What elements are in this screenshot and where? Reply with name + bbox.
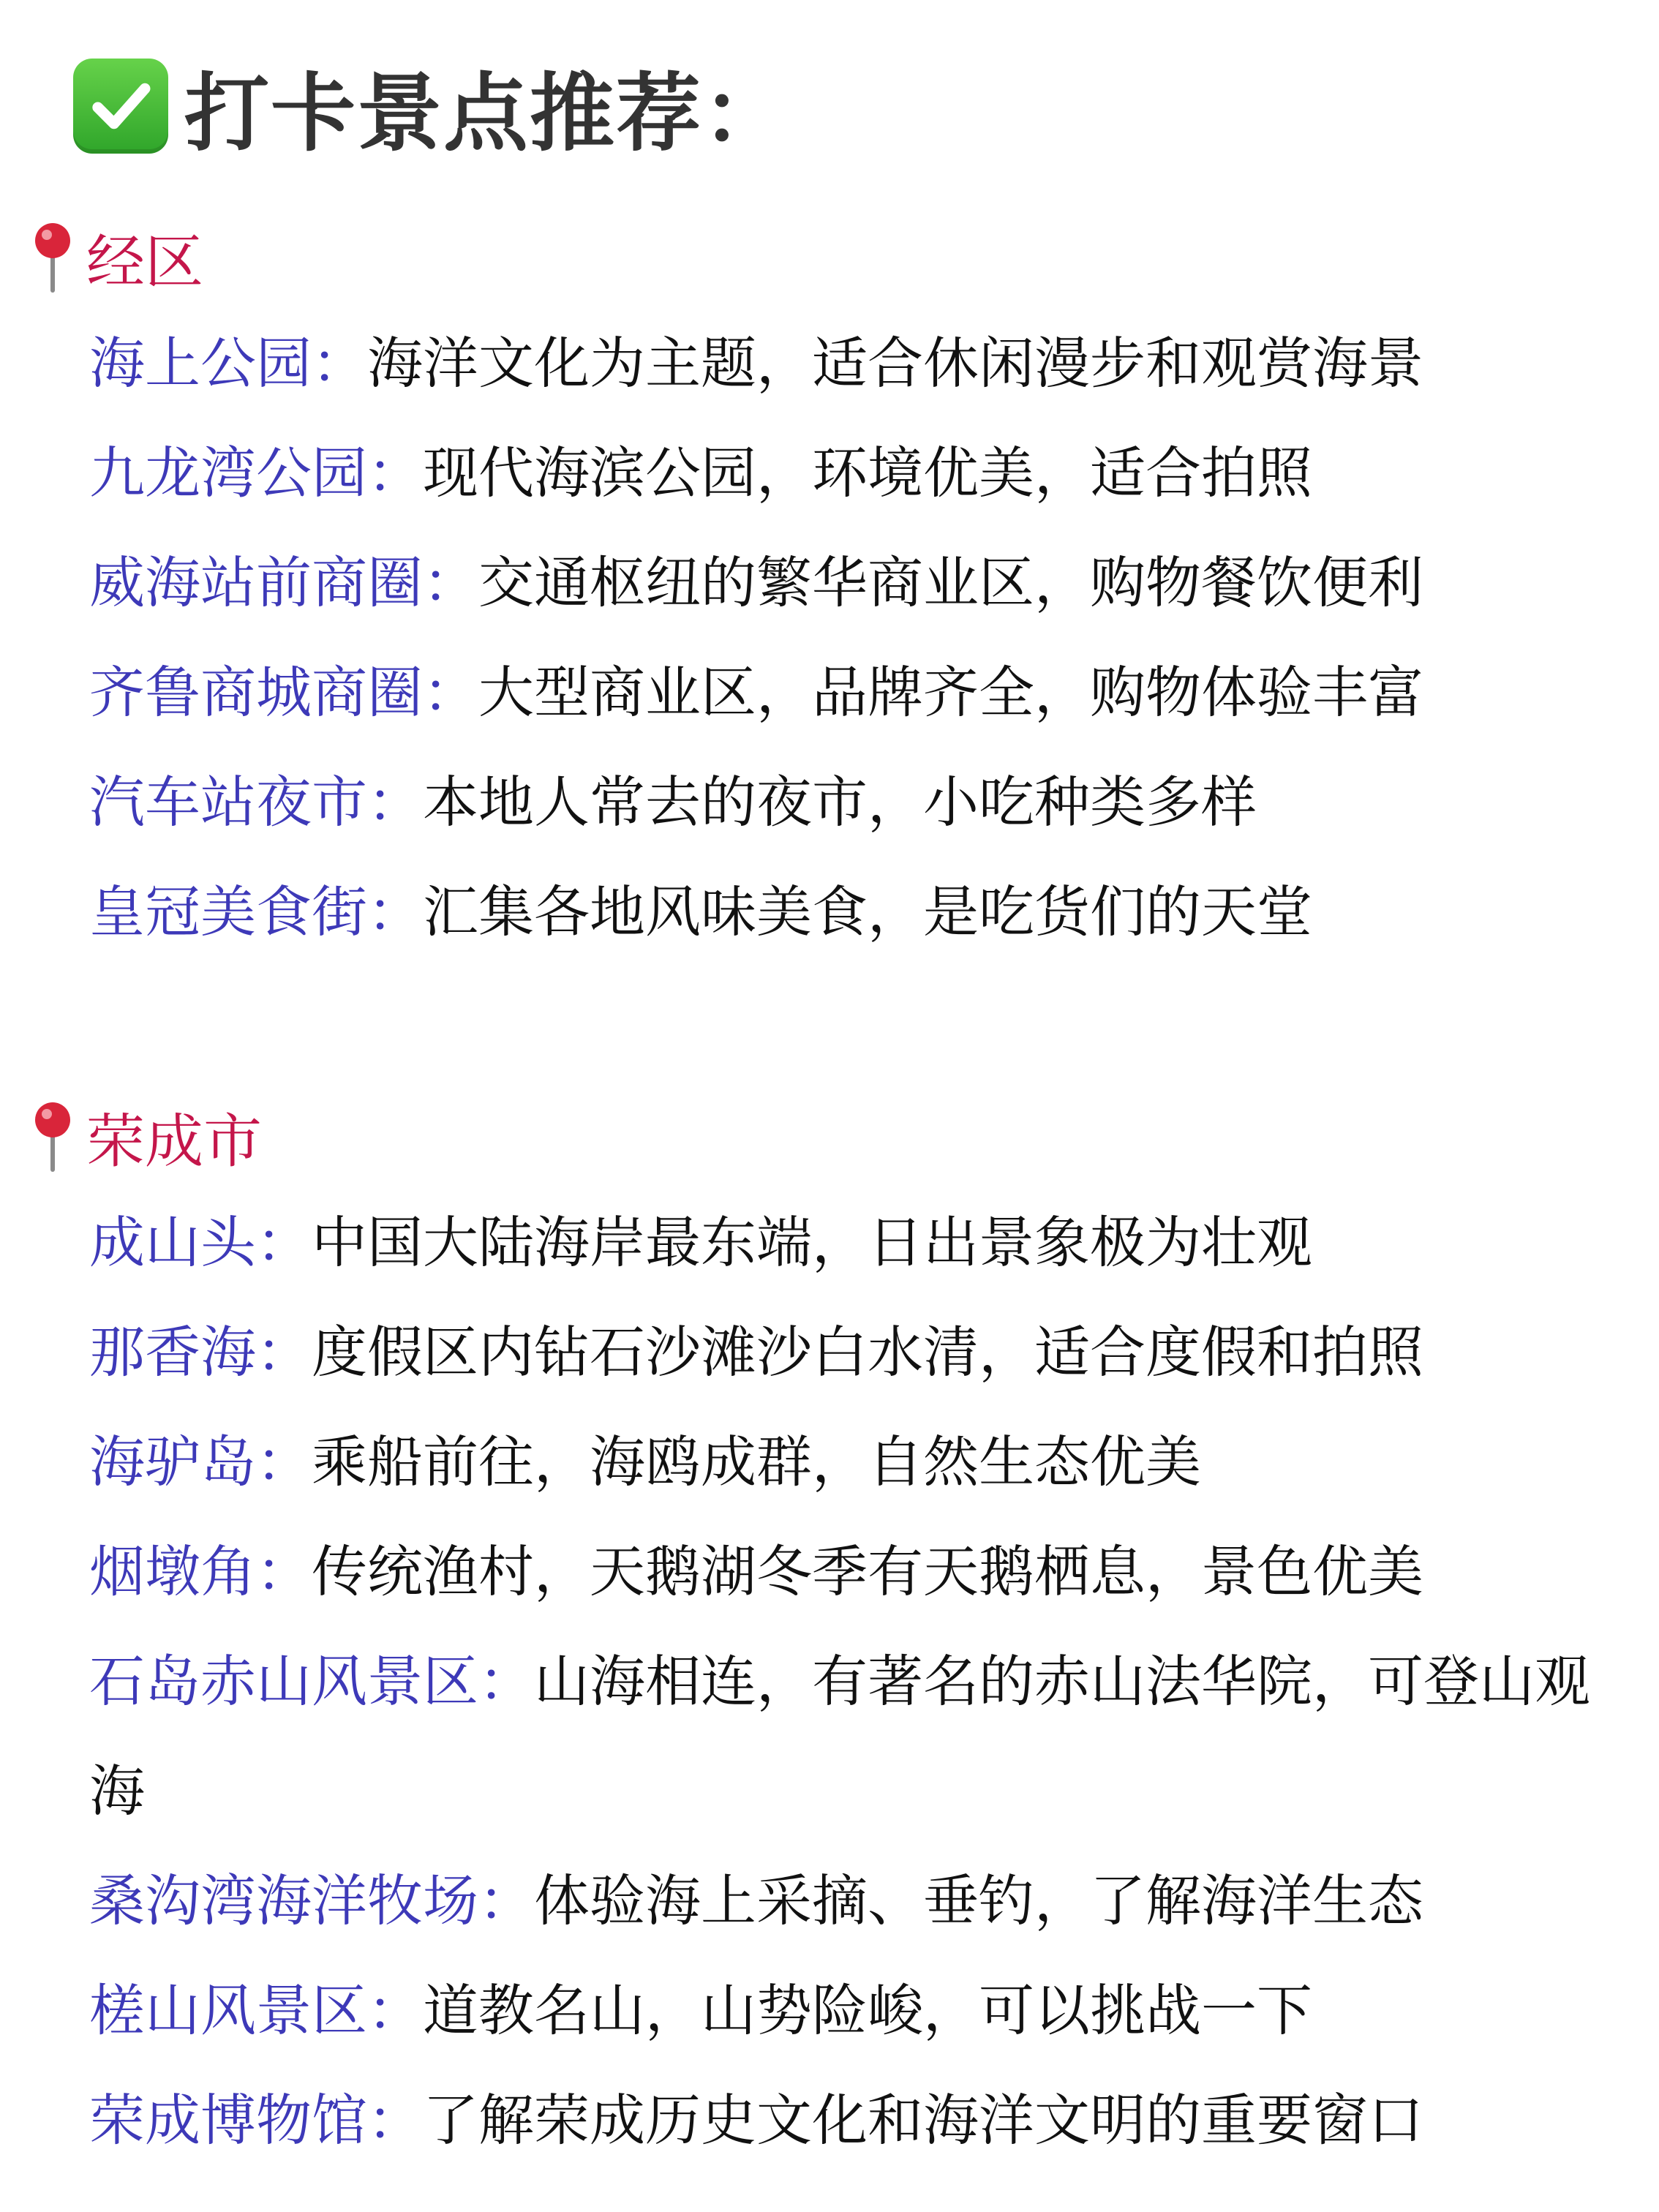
spot-name: 烟墩角： bbox=[89, 1539, 312, 1604]
list-item bbox=[89, 1517, 1633, 1627]
list-item bbox=[89, 748, 1633, 857]
section-header bbox=[29, 1096, 262, 1176]
list-item bbox=[89, 857, 1633, 967]
spot-description: 体验海上采摘、垂钓，了解海洋生态 bbox=[534, 1868, 1423, 1933]
spot-name: 海上公园： bbox=[89, 331, 367, 396]
section-header bbox=[29, 217, 203, 297]
spot-description: 山海相连，有著名的赤山法华院，可登山观海 bbox=[89, 1649, 1590, 1824]
list-item bbox=[89, 1846, 1633, 1956]
spot-name: 海驴岛： bbox=[89, 1429, 312, 1494]
spot-name: 荣成博物馆： bbox=[89, 2088, 423, 2153]
page-title-row bbox=[73, 44, 789, 168]
spot-name: 那香海： bbox=[89, 1320, 312, 1385]
list-item bbox=[89, 1298, 1633, 1407]
spot-description: 海洋文化为主题，适合休闲漫步和观赏海景 bbox=[367, 331, 1423, 396]
section-title: 荣成市 bbox=[86, 1107, 262, 1175]
list-item bbox=[89, 528, 1633, 638]
spot-description: 传统渔村，天鹅湖冬季有天鹅栖息，景色优美 bbox=[312, 1539, 1423, 1604]
spot-name: 九龙湾公园： bbox=[89, 440, 423, 505]
section-title: 经区 bbox=[86, 227, 203, 296]
spot-description: 乘船前往，海鸥成群，自然生态优美 bbox=[312, 1429, 1201, 1494]
list-item bbox=[89, 1627, 1633, 1846]
spot-description: 交通枢纽的繁华商业区，购物餐饮便利 bbox=[478, 550, 1423, 615]
list-item bbox=[89, 1407, 1633, 1517]
list-item bbox=[89, 309, 1633, 418]
spot-name: 皇冠美食街： bbox=[89, 879, 423, 944]
pushpin-icon bbox=[29, 220, 76, 293]
pushpin-icon bbox=[29, 1099, 76, 1173]
spot-description: 大型商业区，品牌齐全，购物体验丰富 bbox=[478, 660, 1423, 725]
page-title: 打卡景点推荐： bbox=[184, 64, 789, 163]
spot-description: 汇集各地风味美食，是吃货们的天堂 bbox=[423, 879, 1312, 944]
spot-name: 成山头： bbox=[89, 1210, 312, 1275]
check-mark-icon bbox=[73, 59, 168, 154]
list-item bbox=[89, 1188, 1633, 1298]
spot-name: 桑沟湾海洋牧场： bbox=[89, 1868, 534, 1933]
spot-description: 现代海滨公园，环境优美，适合拍照 bbox=[423, 440, 1312, 505]
spot-name: 槎山风景区： bbox=[89, 1978, 423, 2043]
list-item bbox=[89, 418, 1633, 528]
spot-description: 本地人常去的夜市，小吃种类多样 bbox=[423, 770, 1257, 835]
spot-name: 齐鲁商城商圈： bbox=[89, 660, 478, 725]
spot-description: 中国大陆海岸最东端，日出景象极为壮观 bbox=[312, 1210, 1312, 1275]
spot-description: 了解荣成历史文化和海洋文明的重要窗口 bbox=[423, 2088, 1423, 2153]
list-item bbox=[89, 638, 1633, 748]
list-item bbox=[89, 2066, 1633, 2175]
spot-name: 汽车站夜市： bbox=[89, 770, 423, 835]
spot-name: 威海站前商圈： bbox=[89, 550, 478, 615]
spot-name: 石岛赤山风景区： bbox=[89, 1649, 534, 1714]
spot-description: 道教名山，山势险峻，可以挑战一下 bbox=[423, 1978, 1312, 2043]
spot-description: 度假区内钻石沙滩沙白水清，适合度假和拍照 bbox=[312, 1320, 1423, 1385]
list-item bbox=[89, 1956, 1633, 2066]
